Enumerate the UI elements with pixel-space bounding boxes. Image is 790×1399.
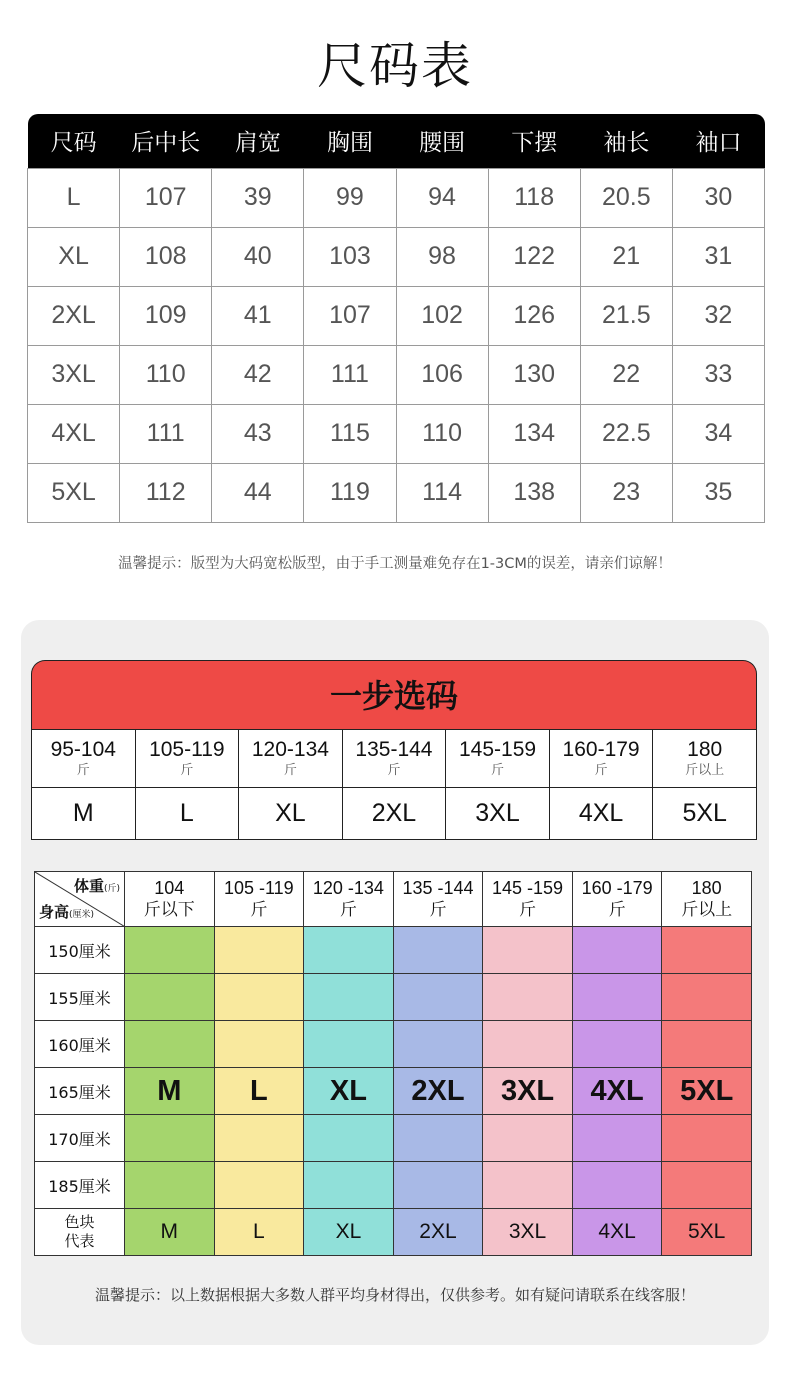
grid-color-cell bbox=[483, 1021, 573, 1068]
grid-color-cell bbox=[662, 1068, 752, 1115]
table-row bbox=[28, 345, 765, 404]
grid-size-label: L bbox=[249, 1074, 268, 1107]
table-cell: 118 bbox=[488, 168, 580, 227]
table-cell: 42 bbox=[212, 345, 304, 404]
grid-weight-range: 160 -179 bbox=[581, 878, 653, 898]
grid-weight-header bbox=[214, 872, 304, 927]
table-cell: 103 bbox=[304, 227, 396, 286]
weight-row bbox=[32, 730, 757, 788]
grid-legend-cell bbox=[125, 1209, 215, 1256]
grid-weight-header bbox=[572, 872, 662, 927]
grid-color-cell bbox=[125, 927, 215, 974]
grid-color-cell bbox=[125, 974, 215, 1021]
grid-color-cell bbox=[214, 927, 304, 974]
legend-size-label: 2XL bbox=[419, 1220, 457, 1243]
table-cell: 31 bbox=[672, 227, 764, 286]
grid-size-label: XL bbox=[329, 1074, 367, 1107]
grid-color-cell bbox=[393, 1115, 483, 1162]
quick-size-title: 一步选码 bbox=[31, 660, 757, 730]
weight-cell bbox=[239, 730, 343, 788]
size-chart-header-cell: 下摆 bbox=[488, 114, 580, 168]
size-cell: L bbox=[135, 788, 239, 840]
table-cell: 41 bbox=[212, 286, 304, 345]
grid-weight-header bbox=[393, 872, 483, 927]
weight-range: 145-159 bbox=[458, 738, 537, 761]
table-cell: XL bbox=[28, 227, 120, 286]
grid-size-label: 2XL bbox=[411, 1074, 465, 1107]
size-cell: M bbox=[32, 788, 136, 840]
table-cell: 5XL bbox=[28, 463, 120, 522]
table-cell: 44 bbox=[212, 463, 304, 522]
grid-color-cell bbox=[304, 1162, 394, 1209]
grid-color-cell bbox=[393, 1162, 483, 1209]
grid-color-cell bbox=[304, 1021, 394, 1068]
grid-legend-cell bbox=[662, 1209, 752, 1256]
grid-color-cell bbox=[572, 974, 662, 1021]
weight-cell bbox=[135, 730, 239, 788]
grid-height-row bbox=[35, 1021, 752, 1068]
grid-weight-header bbox=[662, 872, 752, 927]
weight-unit: 斤 bbox=[76, 763, 90, 778]
grid-legend-cell bbox=[214, 1209, 304, 1256]
table-cell: 110 bbox=[396, 404, 488, 463]
grid-legend-cell bbox=[304, 1209, 394, 1256]
corner-weight-unit: (斤) bbox=[103, 884, 120, 894]
table-row bbox=[28, 168, 765, 227]
grid-color-cell bbox=[125, 1021, 215, 1068]
grid-color-cell bbox=[572, 1162, 662, 1209]
table-cell: 94 bbox=[396, 168, 488, 227]
weight-cell bbox=[549, 730, 653, 788]
table-cell: 111 bbox=[304, 345, 396, 404]
grid-color-cell bbox=[572, 1115, 662, 1162]
grid-weight-unit: 斤以下 bbox=[143, 900, 195, 920]
grid-weight-unit: 斤 bbox=[429, 900, 447, 920]
grid-color-cell bbox=[662, 927, 752, 974]
table-cell: 109 bbox=[120, 286, 212, 345]
weight-cell bbox=[653, 730, 757, 788]
grid-color-cell bbox=[483, 927, 573, 974]
table-cell: 21.5 bbox=[580, 286, 672, 345]
grid-weight-unit: 斤 bbox=[250, 900, 268, 920]
weight-range: 180 bbox=[687, 738, 723, 761]
table-cell: 138 bbox=[488, 463, 580, 522]
table-cell: 122 bbox=[488, 227, 580, 286]
grid-color-cell bbox=[304, 1115, 394, 1162]
grid-color-cell bbox=[662, 1162, 752, 1209]
measurement-tip: 温馨提示：版型为大码宽松版型，由于手工测量难免存在1-3CM的误差，请亲们谅解！ bbox=[118, 556, 672, 572]
table-row bbox=[28, 463, 765, 522]
table-cell: 23 bbox=[580, 463, 672, 522]
table-row bbox=[28, 286, 765, 345]
grid-color-cell bbox=[483, 974, 573, 1021]
grid-color-cell bbox=[393, 1068, 483, 1115]
size-cell: XL bbox=[239, 788, 343, 840]
grid-size-label: 3XL bbox=[500, 1074, 555, 1107]
data-disclaimer: 温馨提示：以上数据根据大多数人群平均身材得出，仅供参考。如有疑问请联系在线客服！ bbox=[94, 1286, 695, 1304]
grid-color-cell bbox=[572, 927, 662, 974]
grid-size-label: 4XL bbox=[590, 1074, 644, 1107]
grid-legend-cell bbox=[572, 1209, 662, 1256]
weight-cell bbox=[342, 730, 446, 788]
grid-color-cell bbox=[214, 1115, 304, 1162]
weight-unit: 斤 bbox=[387, 763, 401, 778]
table-cell: 34 bbox=[672, 404, 764, 463]
grid-color-cell bbox=[214, 1021, 304, 1068]
legend-size-label: XL bbox=[335, 1220, 362, 1243]
grid-height-label: 155厘米 bbox=[35, 974, 125, 1021]
table-cell: 3XL bbox=[28, 345, 120, 404]
grid-weight-range: 135 -144 bbox=[402, 878, 474, 898]
grid-legend-cell bbox=[483, 1209, 573, 1256]
grid-weight-header bbox=[304, 872, 394, 927]
size-chart-header-row bbox=[28, 114, 765, 168]
size-chart-header-cell: 尺码 bbox=[28, 114, 120, 168]
grid-color-cell bbox=[393, 927, 483, 974]
weight-range: 160-179 bbox=[562, 738, 640, 761]
grid-color-cell bbox=[304, 1068, 394, 1115]
grid-color-cell bbox=[304, 974, 394, 1021]
grid-color-cell bbox=[214, 1068, 304, 1115]
weight-unit: 斤 bbox=[491, 763, 505, 778]
grid-corner-cell bbox=[35, 872, 125, 927]
size-cell: 5XL bbox=[653, 788, 757, 840]
grid-weight-header bbox=[125, 872, 215, 927]
grid-height-label: 150厘米 bbox=[35, 927, 125, 974]
grid-height-row bbox=[35, 1068, 752, 1115]
table-cell: 32 bbox=[672, 286, 764, 345]
size-chart-header-cell: 腰围 bbox=[396, 114, 488, 168]
grid-color-cell bbox=[393, 1021, 483, 1068]
grid-legend-cell bbox=[393, 1209, 483, 1256]
table-cell: 39 bbox=[212, 168, 304, 227]
table-cell: 134 bbox=[488, 404, 580, 463]
weight-range: 135-144 bbox=[355, 738, 433, 761]
weight-range: 95-104 bbox=[50, 738, 116, 761]
grid-legend-label bbox=[35, 1209, 125, 1256]
grid-color-cell bbox=[662, 1021, 752, 1068]
size-chart-header-cell: 后中长 bbox=[120, 114, 212, 168]
legend-size-label: 5XL bbox=[688, 1220, 726, 1243]
weight-unit: 斤 bbox=[283, 763, 297, 778]
grid-weight-unit: 斤 bbox=[608, 900, 626, 920]
weight-cell bbox=[446, 730, 550, 788]
grid-color-cell bbox=[214, 974, 304, 1021]
height-weight-grid bbox=[34, 871, 752, 1256]
size-chart-header-cell: 袖口 bbox=[672, 114, 764, 168]
table-row bbox=[28, 227, 765, 286]
grid-size-label: 5XL bbox=[680, 1074, 734, 1107]
grid-height-row bbox=[35, 1115, 752, 1162]
grid-color-cell bbox=[483, 1068, 573, 1115]
grid-legend-row bbox=[35, 1209, 752, 1256]
size-chart-table bbox=[27, 114, 765, 523]
table-cell: 22 bbox=[580, 345, 672, 404]
weight-range: 120-134 bbox=[251, 738, 329, 761]
size-cell: 4XL bbox=[549, 788, 653, 840]
size-chart-header-cell: 肩宽 bbox=[212, 114, 304, 168]
legend-label-line: 色块 bbox=[64, 1213, 95, 1231]
weight-range: 105-119 bbox=[149, 738, 225, 761]
grid-color-cell bbox=[125, 1068, 215, 1115]
page-title: 尺码表 bbox=[317, 37, 473, 95]
grid-color-cell bbox=[572, 1068, 662, 1115]
grid-color-cell bbox=[214, 1162, 304, 1209]
table-cell: 110 bbox=[120, 345, 212, 404]
table-row bbox=[28, 404, 765, 463]
size-row bbox=[32, 788, 757, 840]
table-cell: 33 bbox=[672, 345, 764, 404]
grid-weight-unit: 斤 bbox=[339, 900, 357, 920]
table-cell: 115 bbox=[304, 404, 396, 463]
grid-header-row bbox=[35, 872, 752, 927]
table-cell: 98 bbox=[396, 227, 488, 286]
weight-unit: 斤以上 bbox=[685, 763, 725, 778]
grid-color-cell bbox=[662, 974, 752, 1021]
grid-weight-unit: 斤 bbox=[519, 900, 537, 920]
legend-size-label: 3XL bbox=[508, 1220, 547, 1243]
grid-color-cell bbox=[662, 1115, 752, 1162]
table-cell: 111 bbox=[120, 404, 212, 463]
legend-label-line: 代表 bbox=[64, 1232, 95, 1250]
corner-weight-label bbox=[74, 875, 120, 896]
grid-height-row bbox=[35, 1162, 752, 1209]
table-cell: 107 bbox=[120, 168, 212, 227]
table-cell: 119 bbox=[304, 463, 396, 522]
weight-unit: 斤 bbox=[594, 763, 608, 778]
table-cell: L bbox=[28, 168, 120, 227]
corner-weight-text: 体重 bbox=[73, 877, 104, 895]
grid-height-row bbox=[35, 974, 752, 1021]
table-cell: 22.5 bbox=[580, 404, 672, 463]
table-cell: 112 bbox=[120, 463, 212, 522]
weight-unit: 斤 bbox=[180, 763, 194, 778]
grid-height-label: 185厘米 bbox=[35, 1162, 125, 1209]
table-cell: 35 bbox=[672, 463, 764, 522]
grid-weight-unit: 斤以上 bbox=[681, 900, 733, 920]
table-cell: 102 bbox=[396, 286, 488, 345]
table-cell: 21 bbox=[580, 227, 672, 286]
table-cell: 2XL bbox=[28, 286, 120, 345]
table-cell: 40 bbox=[212, 227, 304, 286]
table-cell: 43 bbox=[212, 404, 304, 463]
grid-color-cell bbox=[304, 927, 394, 974]
grid-color-cell bbox=[483, 1162, 573, 1209]
table-cell: 126 bbox=[488, 286, 580, 345]
table-cell: 107 bbox=[304, 286, 396, 345]
grid-color-cell bbox=[572, 1021, 662, 1068]
table-cell: 130 bbox=[488, 345, 580, 404]
grid-height-label: 165厘米 bbox=[35, 1068, 125, 1115]
grid-color-cell bbox=[125, 1162, 215, 1209]
weight-cell bbox=[32, 730, 136, 788]
grid-height-label: 160厘米 bbox=[35, 1021, 125, 1068]
legend-size-label: M bbox=[160, 1220, 179, 1243]
grid-weight-range: 105 -119 bbox=[223, 878, 294, 898]
size-chart-body bbox=[28, 168, 765, 522]
grid-weight-header bbox=[483, 872, 573, 927]
grid-size-label: M bbox=[157, 1074, 182, 1107]
table-cell: 99 bbox=[304, 168, 396, 227]
table-cell: 20.5 bbox=[580, 168, 672, 227]
grid-weight-range: 120 -134 bbox=[312, 878, 384, 898]
grid-color-cell bbox=[393, 974, 483, 1021]
quick-size-table bbox=[31, 729, 757, 840]
grid-weight-range: 104 bbox=[154, 878, 185, 898]
size-cell: 2XL bbox=[342, 788, 446, 840]
size-chart-header-cell: 袖长 bbox=[580, 114, 672, 168]
grid-weight-range: 145 -159 bbox=[492, 878, 564, 898]
corner-height-text: 身高 bbox=[39, 903, 70, 921]
grid-color-cell bbox=[483, 1115, 573, 1162]
corner-height-label bbox=[39, 901, 94, 922]
size-cell: 3XL bbox=[446, 788, 550, 840]
table-cell: 114 bbox=[396, 463, 488, 522]
corner-height-unit: (厘米) bbox=[69, 910, 95, 920]
legend-size-label: L bbox=[253, 1220, 265, 1243]
size-chart-header-cell: 胸围 bbox=[304, 114, 396, 168]
table-cell: 108 bbox=[120, 227, 212, 286]
grid-height-row bbox=[35, 927, 752, 974]
table-cell: 106 bbox=[396, 345, 488, 404]
legend-size-label: 4XL bbox=[598, 1220, 636, 1243]
table-cell: 4XL bbox=[28, 404, 120, 463]
grid-color-cell bbox=[125, 1115, 215, 1162]
grid-weight-range: 180 bbox=[691, 878, 722, 898]
grid-height-label: 170厘米 bbox=[35, 1115, 125, 1162]
table-cell: 30 bbox=[672, 168, 764, 227]
